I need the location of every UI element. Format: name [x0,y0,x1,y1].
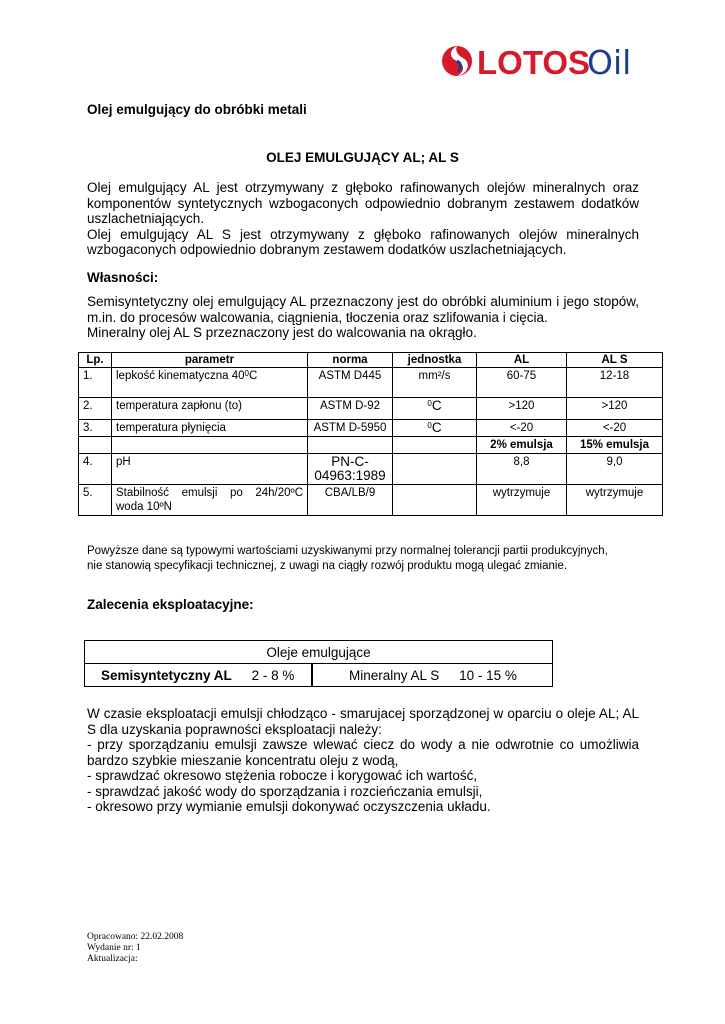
lotos-oil-logo [441,40,641,82]
cell-parameter: Stabilność emulsji po 24h/20ºC woda 10ºN [112,485,308,516]
cell-lp: 3. [79,420,112,437]
rec-values-row [85,664,553,687]
document-footer [87,932,183,965]
cell-parameter: temperatura zapłonu (to) [112,398,308,420]
lotos-swirl-icon [442,46,472,76]
cell-lp: 4. [79,454,112,485]
cell-unit: mm²/s [393,368,477,398]
cell-norm: PN-C-04963:1989 [308,454,393,485]
cell-al: 60-75 [477,368,567,398]
rec-header: Oleje emulgujące [85,641,553,664]
header-unit: jednostka [393,353,477,368]
cell-als: 12-18 [567,368,663,398]
footer-prepared: Opracowano: 22.02.2008 [87,932,184,942]
cell-norm: ASTM D445 [308,368,393,398]
usage-item: - sprawdzać jakość wody do sporządzania i rozcieńczania emulsji, [87,783,483,799]
cell-al: <-20 [477,420,567,437]
table-row [79,420,663,437]
table-row [79,485,663,516]
cell-parameter: pH [112,454,308,485]
usage-instructions [87,706,639,815]
cell-norm: ASTM D-92 [308,398,393,420]
table-row [79,398,663,420]
properties-paragraph-als: Mineralny olej AL S przeznaczony jest do walcowania na okrągło. [87,325,477,340]
header-als: AL S [567,353,663,368]
usage-item: - sprawdzać okresowo stężenia robocze i korygować ich wartość, [87,768,478,783]
cell-al: 8,8 [477,454,567,485]
logo-suffix: Oil [587,43,632,82]
cell-lp: 2. [79,398,112,420]
footer-update: Aktualizacja: [87,954,138,964]
cell-lp: 5. [79,485,112,516]
cell-als-emulsion: 15% emulsja [567,437,663,454]
cell-al: wytrzymuje [477,485,567,516]
table-row [79,368,663,398]
cell-al: >120 [477,398,567,420]
cell-norm: CBA/LB/9 [308,485,393,516]
intro-text [87,180,639,258]
cell-parameter: temperatura płynięcia [112,420,308,437]
cell-als: 9,0 [567,454,663,485]
intro-paragraph-al: Olej emulgujący AL jest otrzymywany z głęboko rafinowanych olejów mineralnych oraz komponentów syntetycznych wzbogaconych odpowiednio dobranym zestawem dodatków uszlachetniających. [87,180,639,226]
table-row [79,454,663,485]
cell-unit: $^0$C [393,398,477,420]
header-parameter: parametr [112,353,308,368]
table-header-row [79,353,663,368]
cell-lp: 1. [79,368,112,398]
document-title: OLEJ EMULGUJĄCY AL; AL S [266,150,459,165]
logo-brand: LOTOS [477,44,591,81]
header-al: AL [477,353,567,368]
disclaimer-note [87,544,667,574]
rec-left-value: 2 - 8 % [251,667,295,683]
emulsion-header-row [79,437,663,454]
note-line: nie stanowią specyfikacji technicznej, z uwagi na ciągły rozwój produktu mogą ulegać zmianie. [87,560,568,572]
rec-header-row [85,641,553,664]
intro-paragraph-als: Olej emulgujący AL S jest otrzymywany z głęboko rafinowanych olejów mineralnych wzbogaconych odpowiednio dobranym zestawem dodatków uszlachetniających. [87,226,639,257]
usage-item: - przy sporządzaniu emulsji zawsze wlewać ciecz do wody a nie odwrotnie co umożliwia bardzo szybkie mieszanie koncentratu oleju z wodą, [87,737,639,768]
cell-als: <-20 [567,420,663,437]
header-norm: norma [308,353,393,368]
rec-left-label: Semisyntetyczny AL [101,667,232,683]
note-line: Powyższe dane są typowymi wartościami uzyskiwanymi przy normalnej tolerancji partii produkcyjnych, [87,545,608,557]
cell-unit: $^0$C [393,420,477,437]
cell-al-emulsion: 2% emulsja [477,437,567,454]
rec-right-label: Mineralny AL S [349,667,440,683]
rec-left-cell [85,664,313,687]
header-lp: Lp. [79,353,112,368]
recommendations-heading: Zalecenia eksploatacyjne: [87,597,254,612]
properties-table [78,352,663,516]
usage-intro: W czasie eksploatacji emulsji chłodząco - smarujacej sporządzonej w oparciu o oleje AL; AL S dla uzyskania poprawności eksploatacji należy: [87,706,639,737]
document-subtitle: Olej emulgujący do obróbki metali [87,102,307,117]
rec-right-cell [312,664,553,687]
rec-right-value: 10 - 15 % [459,667,517,683]
recommendations-table [84,640,553,687]
properties-text [87,294,639,341]
cell-als: wytrzymuje [567,485,663,516]
properties-heading: Własności: [87,270,159,285]
cell-als: >120 [567,398,663,420]
usage-item: - okresowo przy wymianie emulsji dokonywać oczyszczenia układu. [87,799,491,814]
footer-edition: Wydanie nr: 1 [87,943,141,953]
cell-norm: ASTM D-5950 [308,420,393,437]
cell-parameter: lepkość kinematyczna $40^0C$ [112,368,308,398]
properties-paragraph-al: Semisyntetyczny olej emulgujący AL przeznaczony jest do obróbki aluminium i jego stopów, m.in. do procesów walcowania, ciągnienia, tłoczenia oraz szlifowania i cięcia. [87,294,639,325]
